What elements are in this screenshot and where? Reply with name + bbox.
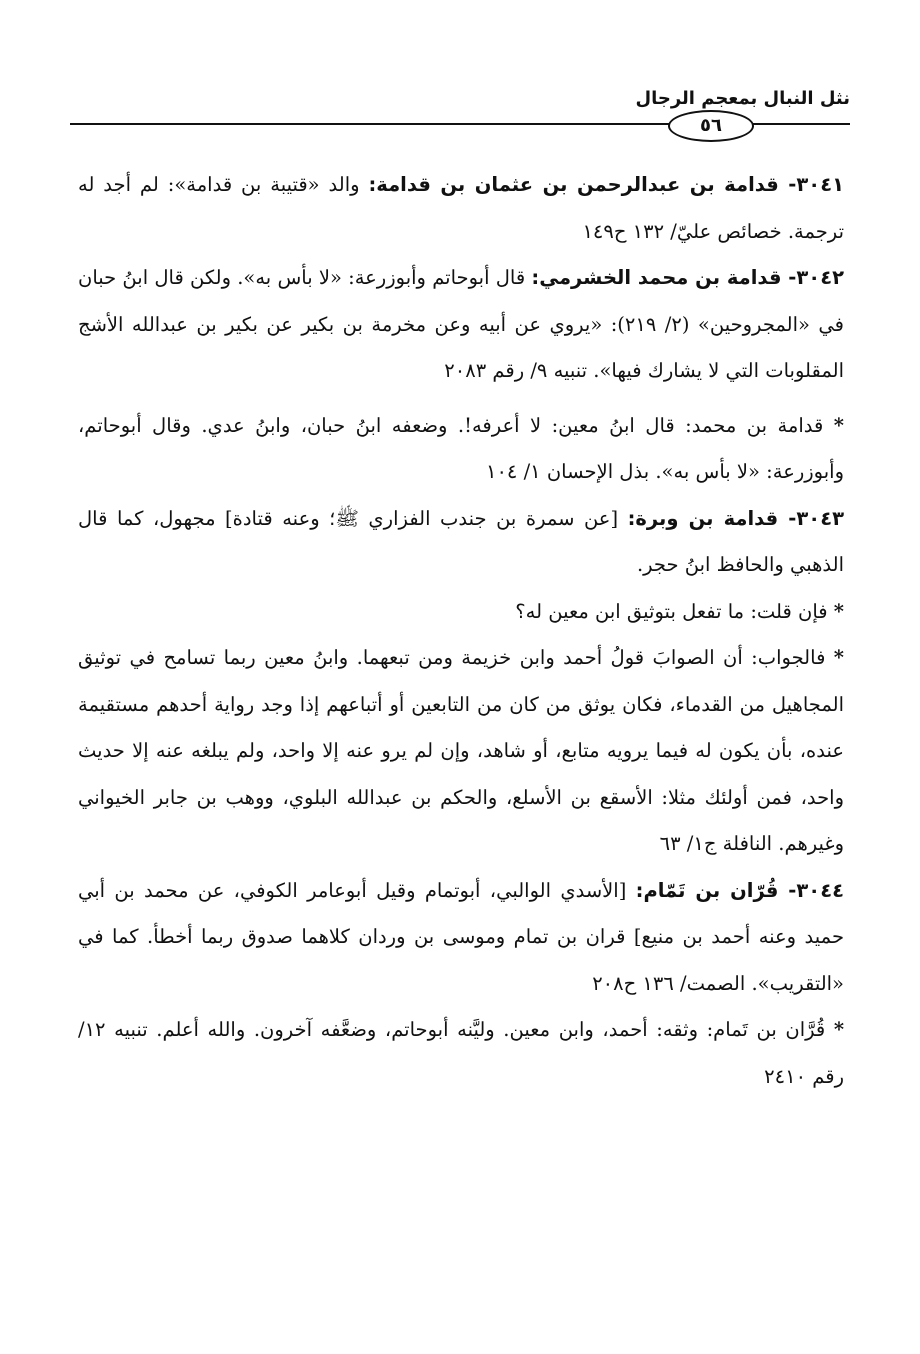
note-body: فإن قلت: ما تفعل بتوثيق ابن معين له؟ [515,599,828,623]
note-star: * [833,413,844,437]
entry-head: ٣٠٤٣- قدامة بن وبرة: [627,506,844,530]
entry-3042 [78,255,844,395]
entry-3041 [78,162,844,255]
page-body [78,162,844,1100]
page-number: ٥٦ [668,110,754,142]
entry-body: قال أبوحاتم وأبوزرعة: «لا بأس به». ولكن قال ابنُ حبان في «المجروحين» (٢/ ٢١٩): «يروي عن أبيه وعن مخرمة بن بكير عن بكير بن عبدالله الأشج المقلوبات التي لا يشارك فيها». تنبيه ٩/ رقم ٢٠٨٣ [78,266,844,382]
note-body: قدامة بن محمد: قال ابنُ معين: لا أعرفه!. وضعفه ابنُ حبان، وابنُ عدي. وقال أبوحاتم، وأبوزرعة: «لا بأس به». بذل الإحسان ١/ ١٠٤ [78,413,844,483]
note-body: قُرَّان بن تَمام: وثقه: أحمد، وابن معين. وليَّنه أبوحاتم، وضعَّفه آخرون. والله أعلم. تنبيه ١٢/ رقم ٢٤١٠ [78,1018,844,1088]
entry-body: [الأسدي الوالبي، أبوتمام وقيل أبوعامر الكوفي، عن محمد بن أبي حميد وعنه أحمد بن منيع] قران بن تمام وموسى بن وردان كلاهما صدوق ربما أخطأ. كما في «التقريب». الصمت/ ١٣٦ ح٢٠٨ [78,878,844,995]
note-star: * [833,1018,845,1041]
entry-body: [عن سمرة بن جندب الفزاري ﷺ؛ وعنه قتادة] مجهول، كما قال الذهبي والحافظ ابنُ حجر. [78,506,844,576]
page-header [70,88,850,136]
entry-head: ٣٠٤٤- قُرّان بن تَمّام: [635,878,844,902]
entry-body: والد «قتيبة بن قدامة»: لم أجد له ترجمة. خصائص عليّ/ ١٣٢ ح١٤٩ [78,173,844,243]
note-answer [78,635,844,868]
entry-head: ٣٠٤٢- قدامة بن محمد الخشرمي: [531,266,844,289]
entry-3043 [78,496,844,589]
note-star: * [833,599,844,623]
note-qudama-muhammad [78,403,844,496]
note-question [78,589,844,636]
entry-3044 [78,868,844,1008]
entry-head: ٣٠٤١- قدامة بن عبدالرحمن بن عثمان بن قدامة: [368,173,844,196]
spacer [78,395,844,403]
running-title: نثل النبال بمعجم الرجال [635,88,850,109]
note-body: فالجواب: أن الصوابَ قولُ أحمد وابن خزيمة ومن تبعهما. وابنُ معين ربما تسامح في توثيق المجاهيل من القدماء، فكان يوثق من كان من التابعين أو أتباعهم إذا وجد رواية أحدهم مستقيمة عنده، بأن يكون له فيما يرويه متابع، أو شاهد، وإن لم يرو عنه إلا واحد، ولم يبلغه عنه إلا حديث واحد، فمن أولئك مثلا: الأسقع بن الأسلع، والحكم بن عبدالله البلوي، ووهب بن جابر الخيواني وغيرهم. النافلة ج١/ ٦٣ [78,646,844,855]
note-qurran [78,1007,844,1100]
note-star: * [833,646,844,669]
